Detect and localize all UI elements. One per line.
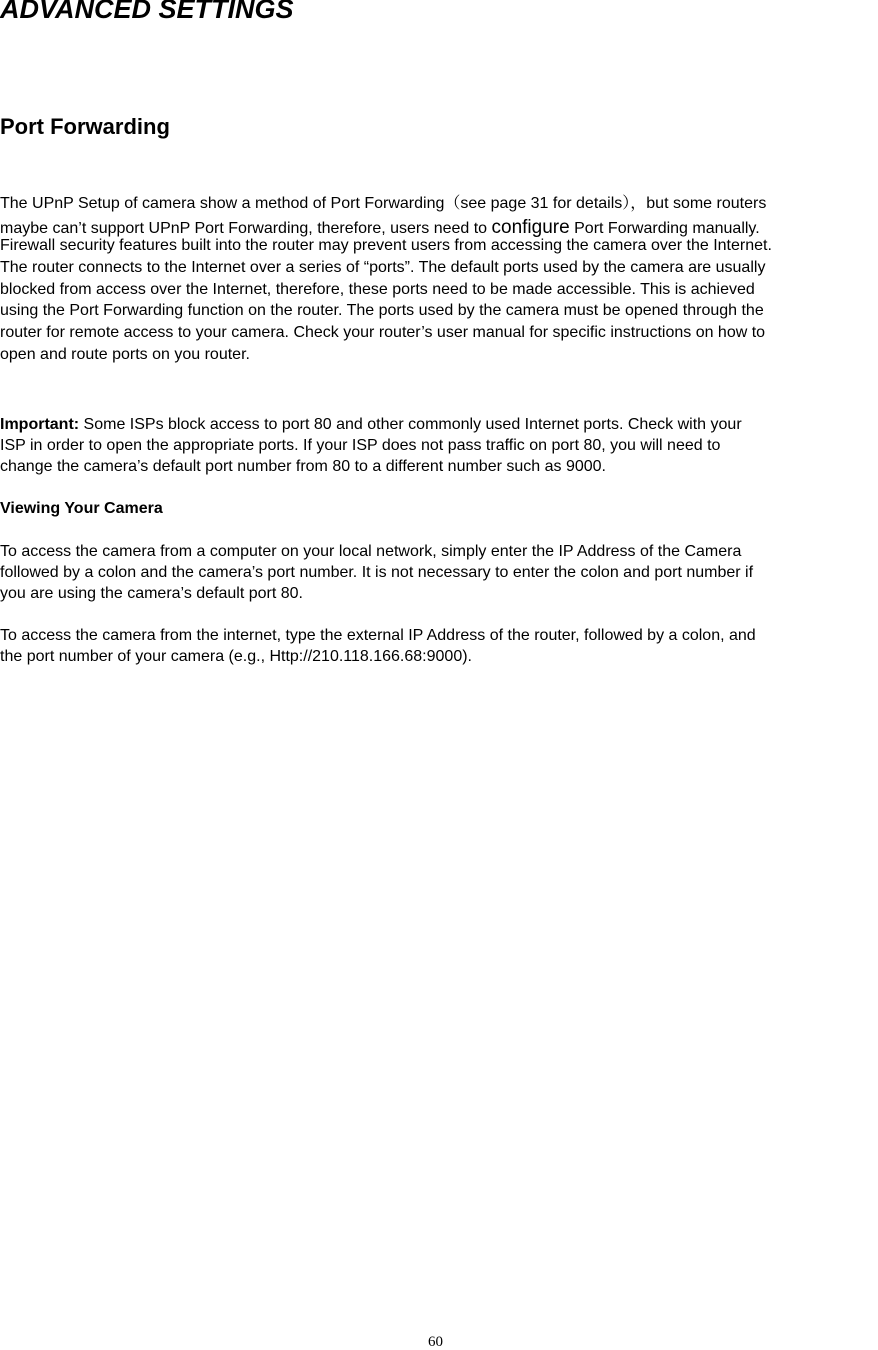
firewall-line: router for remote access to your camera. Check your router’s user manual for specific instructions on how to [0, 324, 766, 341]
page-title: ADVANCED SETTINGS [0, 0, 294, 24]
firewall-line: open and route ports on you router. [0, 346, 250, 363]
important-line-1 [0, 414, 742, 436]
internet-line: the port number of your camera (e.g., Http://210.118.166.68:9000). [0, 648, 472, 665]
firewall-line: Firewall security features built into the router may prevent users from accessing the camera over the Internet. [0, 237, 772, 254]
firewall-line: blocked from access over the Internet, therefore, these ports need to be made accessible. This is achieved [0, 281, 755, 298]
text: maybe can’t support UPnP Port Forwarding, therefore, users need to [0, 220, 492, 237]
important-line-3: change the camera’s default port number from 80 to a different number such as 9000. [0, 458, 606, 475]
firewall-line: using the Port Forwarding function on the router. The ports used by the camera must be opened through the [0, 302, 764, 319]
important-line-2: ISP in order to open the appropriate ports. If your ISP does not pass traffic on port 80, you will need to [0, 437, 721, 454]
local-line: you are using the camera’s default port 80. [0, 585, 303, 602]
text: Some ISPs block access to port 80 and other commonly used Internet ports. Check with your [79, 416, 742, 433]
local-line: followed by a colon and the camera’s port number. It is not necessary to enter the colon and port number if [0, 564, 754, 581]
text: Port Forwarding manually. [569, 220, 760, 237]
section-heading: Port Forwarding [0, 114, 170, 139]
viewing-heading: Viewing Your Camera [0, 500, 163, 517]
internet-line: To access the camera from the internet, type the external IP Address of the router, followed by a colon, and [0, 627, 756, 644]
intro-line-1: The UPnP Setup of camera show a method of Port Forwarding（see page 31 for details），but some routers [0, 195, 767, 212]
important-label: Important: [0, 416, 80, 433]
text: configure [491, 217, 570, 238]
page-number: 60 [428, 1334, 443, 1350]
local-line: To access the camera from a computer on your local network, simply enter the IP Address of the Camera [0, 543, 742, 560]
firewall-line: The router connects to the Internet over a series of “ports”. The default ports used by the camera are usually [0, 259, 766, 276]
